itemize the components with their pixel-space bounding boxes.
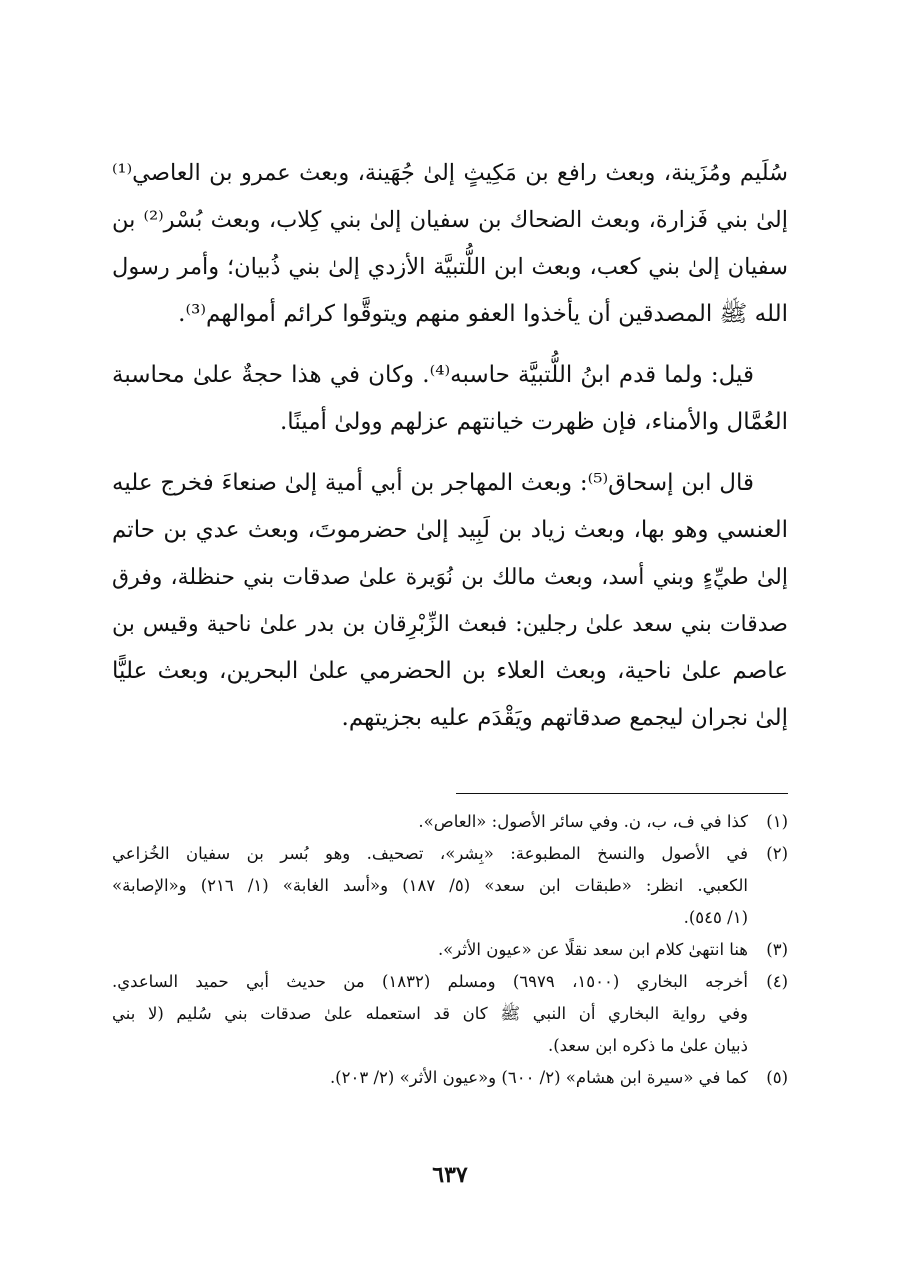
- footnote-divider: [456, 793, 788, 794]
- footnote: [112, 934, 788, 966]
- footnotes: [112, 806, 788, 1094]
- text-line: إلىٰ بني فَزارة، وبعث الضحاك بن سفيان إلىٰ بني كِلاب، وبعث بُسْر⁽²⁾ بن: [112, 207, 788, 233]
- footnote: [112, 966, 788, 1062]
- footnote-line: في الأصول والنسخ المطبوعة: «بِشر»، تصحيف. وهو بُسر بن سفيان الخُزاعي: [112, 844, 748, 863]
- footnote-number: (٥): [766, 1068, 788, 1087]
- footnote-number: (٢): [766, 844, 788, 863]
- footnote: [112, 838, 788, 934]
- footnote-text: [112, 934, 748, 966]
- footnote-line: هنا انتهىٰ كلام ابن سعد نقلًا عن «عيون الأثر».: [437, 940, 748, 959]
- paragraph: [112, 150, 788, 338]
- footnote: [112, 1062, 788, 1094]
- footnote-line: ذبيان علىٰ ما ذكره ابن سعد).: [547, 1036, 748, 1055]
- footnote-text: [112, 966, 748, 1062]
- text-line: الله ﷺ المصدقين أن يأخذوا العفو منهم ويتوقَّوا كرائم أموالهم⁽³⁾.: [178, 301, 788, 327]
- paragraph: [112, 460, 788, 742]
- text-line: صدقات بني سعد علىٰ رجلين: فبعث الزِّبْرِقان بن بدر علىٰ ناحية وقيس بن: [112, 612, 788, 637]
- footnote-number: (١): [766, 812, 788, 831]
- footnote-number: (٤): [766, 972, 788, 991]
- text-line: قال ابن إسحاق⁽⁵⁾: وبعث المهاجر بن أبي أمية إلىٰ صنعاءَ فخرج عليه: [112, 470, 754, 496]
- footnote-line: (١/ ٥٤٥).: [683, 908, 748, 927]
- text-line: عاصم علىٰ ناحية، وبعث العلاء بن الحضرمي علىٰ البحرين، وبعث عليًّا: [112, 658, 788, 684]
- text-line: سُلَيم ومُزَينة، وبعث رافع بن مَكِيثٍ إلىٰ جُهَينة، وبعث عمرو بن العاصي⁽¹⁾: [112, 160, 788, 186]
- text-line: العنسي وهو بها، وبعث زياد بن لَبِيد إلىٰ حضرموتَ، وبعث عدي بن حاتم: [112, 517, 788, 543]
- text-line: إلىٰ نجران ليجمع صدقاتهم ويَقْدَم عليه بجزيتهم.: [341, 705, 788, 731]
- text-line: سفيان إلىٰ بني كعب، وبعث ابن اللُّتبيَّة الأزدي إلىٰ بني ذُبيان؛ وأمر رسول: [112, 254, 788, 280]
- text-line: العُمَّال والأمناء، فإن ظهرت خيانتهم عزلهم وولىٰ أمينًا.: [280, 409, 788, 435]
- footnote-line: كما في «سيرة ابن هشام» (٢/ ٦٠٠) و«عيون الأثر» (٢/ ٢٠٣).: [329, 1068, 748, 1087]
- text-line: قيل: ولما قدم ابنُ اللُّتبيَّة حاسبه⁽⁴⁾. وكان في هذا حجةٌ علىٰ محاسبة: [112, 362, 754, 388]
- footnote-line: كذا في ف، ب، ن. وفي سائر الأصول: «العاص».: [418, 812, 748, 831]
- page-number: ٦٣٧: [432, 1162, 468, 1188]
- text-line: إلىٰ طيِّءٍ وبني أسد، وبعث مالك بن نُوَيرة علىٰ صدقات بني حنظلة، وفرق: [112, 565, 788, 590]
- footnote-line: أخرجه البخاري (١٥٠٠، ٦٩٧٩) ومسلم (١٨٣٢) من حديث أبي حميد الساعدي.: [112, 972, 749, 991]
- footnote-line: الكعبي. انظر: «طبقات ابن سعد» (٥/ ١٨٧) و«أسد الغابة» (١/ ٢١٦) و«الإصابة»: [112, 876, 748, 895]
- footnote-line: وفي رواية البخاري أن النبي ﷺ كان قد استعمله علىٰ صدقات بني سُليم (لا بني: [112, 1004, 748, 1023]
- footnote-number: (٣): [766, 940, 788, 959]
- footnote-text: [112, 806, 748, 838]
- main-text: [112, 150, 788, 742]
- paragraph: [112, 352, 788, 446]
- footnote-text: [112, 1062, 748, 1094]
- footnote-text: [112, 838, 748, 934]
- footnote: [112, 806, 788, 838]
